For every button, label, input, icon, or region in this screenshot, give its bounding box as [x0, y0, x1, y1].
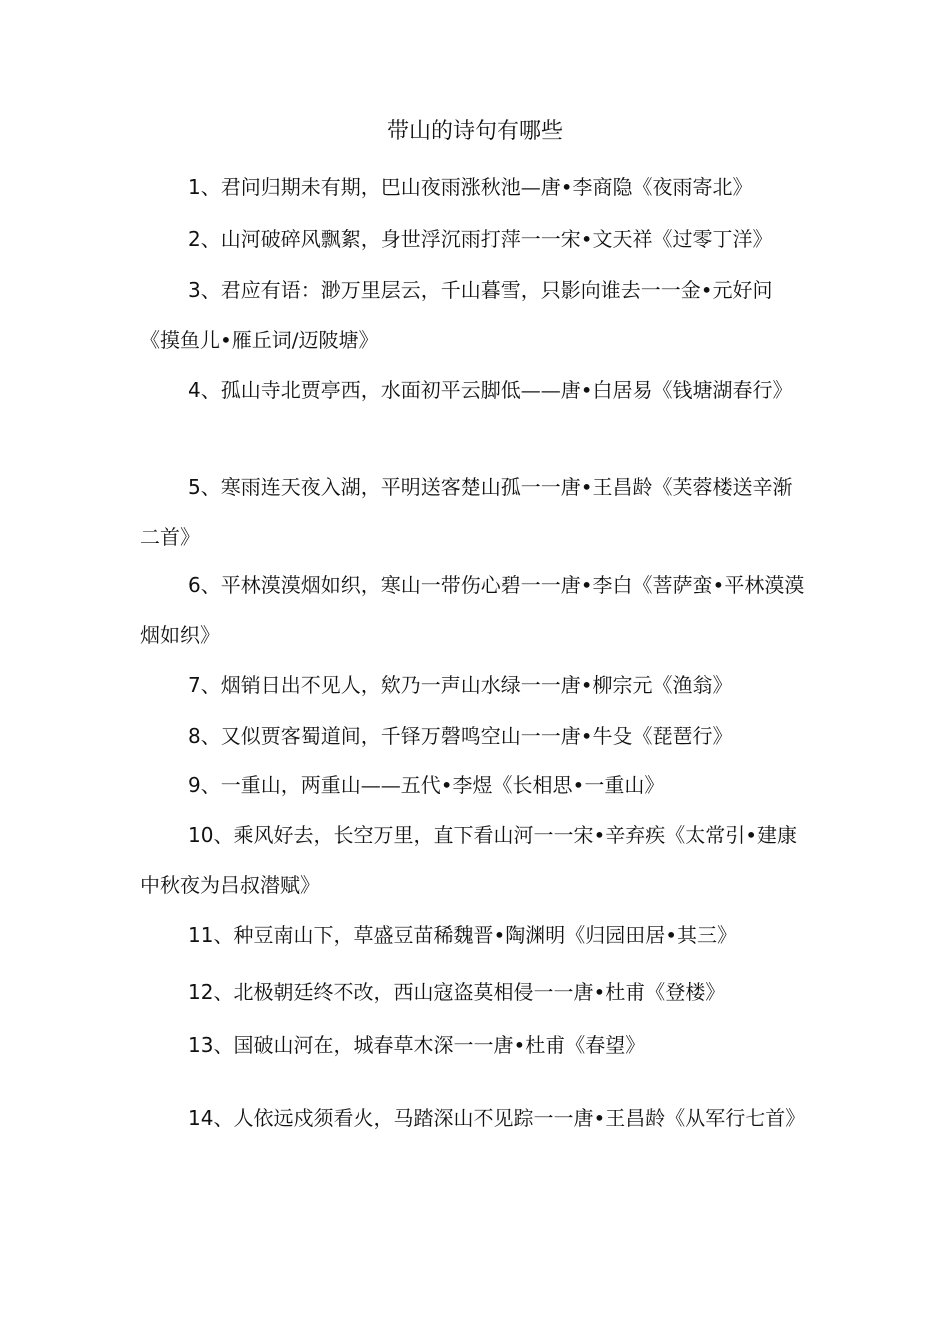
item-text: 、乘风好去，长空万里，直下看山河一一宋•辛弃疾《太常引•建康中秋夜为吕叔潜赋》: [140, 823, 798, 897]
poem-line-4: [140, 365, 812, 415]
item-number: 8: [188, 724, 201, 748]
poem-line-7: [140, 660, 812, 710]
item-number: 6: [188, 573, 201, 597]
item-number: 3: [188, 278, 201, 302]
poem-line-5: [140, 462, 812, 562]
item-text: 、山河破碎风飘絮，身世浮沉雨打萍一一宋•文天祥《过零丁洋》: [200, 227, 773, 251]
poem-line-12: [140, 967, 812, 1017]
item-number: 13: [188, 1033, 214, 1057]
document-title: 带山的诗句有哪些: [386, 119, 563, 144]
item-text: 、君应有语：渺万里层云，千山暮雪，只影向谁去一一金•元好问《摸鱼儿•雁丘词/迈陂塘》: [140, 278, 773, 352]
item-text: 、烟销日出不见人，欸乃一声山水绿一一唐•柳宗元《渔翁》: [200, 673, 733, 697]
item-text: 、又似贾客蜀道间，千铎万磬鸣空山一一唐•牛殳《琵琶行》: [200, 724, 733, 748]
poem-line-3: [140, 265, 812, 365]
item-text: 、人依远戍须看火，马踏深山不见踪一一唐•王昌龄《从军行七首》: [213, 1106, 806, 1130]
item-text: 、北极朝廷终不改，西山寇盗莫相侵一一唐•杜甫《登楼》: [213, 980, 726, 1004]
poem-line-6: [140, 560, 812, 660]
item-text: 、君问归期未有期，巴山夜雨涨秋池—唐•李商隐《夜雨寄北》: [200, 175, 753, 199]
item-number: 4: [188, 378, 201, 402]
poem-line-1: [140, 162, 812, 212]
item-text: 、平林漠漠烟如织，寒山一带伤心碧一一唐•李白《菩萨蛮•平林漠漠烟如织》: [140, 573, 805, 647]
item-number: 5: [188, 475, 201, 499]
item-number: 7: [188, 673, 201, 697]
poem-line-14: [140, 1093, 812, 1143]
poem-line-11: [140, 910, 812, 960]
item-number: 11: [188, 923, 214, 947]
item-text: 、一重山，两重山——五代•李煜《长相思•一重山》: [200, 773, 665, 797]
item-number: 14: [188, 1106, 214, 1130]
item-text: 、种豆南山下，草盛豆苗稀魏晋•陶渊明《归园田居•其三》: [213, 923, 738, 947]
poem-line-2: [140, 214, 812, 264]
poem-line-9: [140, 760, 812, 810]
item-number: 10: [188, 823, 214, 847]
poem-line-13: [140, 1020, 812, 1070]
item-text: 、寒雨连天夜入湖，平明送客楚山孤一一唐•王昌龄《芙蓉楼送辛渐二首》: [140, 475, 793, 549]
poem-line-10: [140, 810, 812, 910]
item-text: 、国破山河在，城春草木深一一唐•杜甫《春望》: [213, 1033, 646, 1057]
item-number: 9: [188, 773, 201, 797]
poem-line-8: [140, 711, 812, 761]
item-number: 1: [188, 175, 201, 199]
item-number: 2: [188, 227, 201, 251]
item-text: 、孤山寺北贾亭西，水面初平云脚低——唐•白居易《钱塘湖春行》: [200, 378, 793, 402]
item-number: 12: [188, 980, 214, 1004]
